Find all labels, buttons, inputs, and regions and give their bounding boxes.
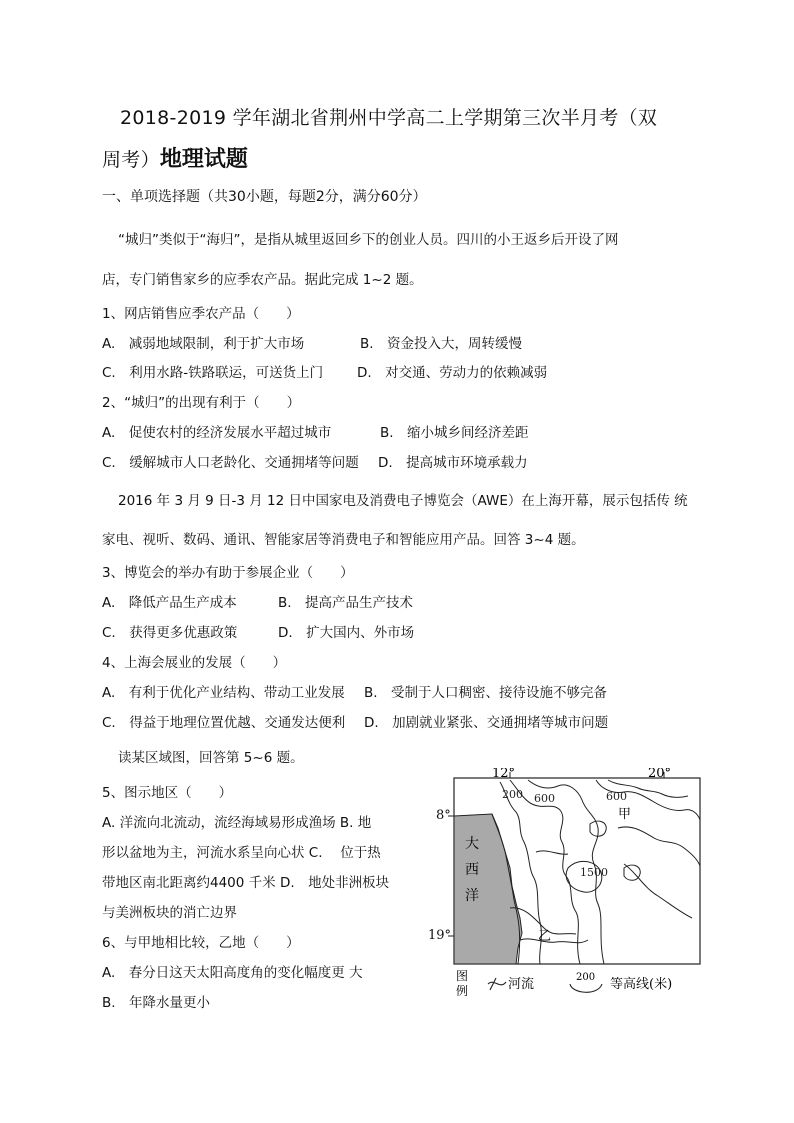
legend-contour-value: 200 (576, 972, 596, 983)
legend-contour-symbol (570, 984, 602, 992)
question-5-text-line4: 与美洲板块的消亡边界 (102, 905, 237, 921)
passage2-line2: 家电、视听、数码、通讯、智能家居等消费电子和智能应用产品。回答 3~4 题。 (102, 532, 585, 548)
question-3-option-b: B. 提高产品生产技术 (278, 595, 414, 611)
question-4-option-a: A. 有利于优化产业结构、带动工业发展 (102, 685, 345, 701)
question-2-option-c: C. 缓解城市人口老龄化、交通拥堵等问题 (102, 455, 359, 471)
question-2-stem: 2、“城归”的出现有利于（ ） (102, 395, 301, 411)
contour-label: 600 (534, 792, 555, 805)
section-heading: 一、单项选择题（共30小题，每题2分，满分60分） (102, 189, 427, 205)
legend-contour-label: 等高线(米) (610, 977, 673, 992)
lon-label-right: 20° (648, 768, 672, 781)
passage1-line1: “城归”类似于“海归”，是指从城里返回乡下的创业人员。四川的小王返乡后开设了网 (118, 232, 619, 248)
title-prefix: 周考） (102, 149, 160, 171)
question-3-option-d: D. 扩大国内、外市场 (278, 625, 415, 641)
lat-label-top: 8° (436, 808, 451, 823)
question-2-option-d: D. 提高城市环境承载力 (378, 455, 528, 471)
question-2-option-a: A. 促使农村的经济发展水平超过城市 (102, 425, 332, 441)
contour-label: 1500 (580, 866, 608, 879)
ocean-label-3: 洋 (465, 888, 479, 904)
legend-river-symbol (488, 978, 506, 990)
question-1-stem: 1、网店销售应季农产品（ ） (102, 306, 300, 322)
lat-label-bottom: 19° (428, 928, 452, 943)
passage1-line2: 店，专门销售家乡的应季农产品。据此完成 1~2 题。 (102, 272, 423, 288)
question-1-option-d: D. 对交通、劳动力的依赖减弱 (357, 365, 548, 381)
legend-title-2: 例 (456, 984, 469, 998)
question-5-stem: 5、图示地区（ ） (102, 785, 233, 801)
question-4-stem: 4、上海会展业的发展（ ） (102, 655, 287, 671)
legend-title-1: 图 (456, 969, 469, 983)
question-6-option-a: A. 春分日这天太阳高度角的变化幅度更 大 (102, 965, 363, 981)
question-3-option-a: A. 降低产品生产成本 (102, 595, 237, 611)
place-jia: 甲 (618, 807, 632, 822)
page-title: 2018-2019 学年湖北省荆州中学高二上学期第三次半月考（双 (120, 107, 658, 129)
question-4-option-b: B. 受制于人口稠密、接待设施不够完备 (364, 685, 608, 701)
question-5-text-line2: 形以盆地为主，河流水系呈向心状 C. 位于热 (102, 845, 381, 861)
question-5-text-line3: 带地区南北距离约4400 千米 D. 地处非洲板块 (102, 875, 390, 891)
question-6-option-b: B. 年降水量更小 (102, 995, 211, 1011)
question-3-option-c: C. 获得更多优惠政策 (102, 625, 238, 641)
question-1-option-b: B. 资金投入大，周转缓慢 (360, 336, 523, 352)
question-3-stem: 3、博览会的举办有助于参展企业（ ） (102, 565, 354, 581)
place-yi: 乙 (538, 929, 552, 944)
legend-river-label: 河流 (508, 977, 535, 992)
question-2-option-b: B. 缩小城乡间经济差距 (380, 425, 529, 441)
question-4-option-d: D. 加剧就业紧张、交通拥堵等城市问题 (364, 715, 609, 731)
region-map (448, 768, 710, 1003)
contour-label: 200 (502, 788, 523, 801)
title-main: 地理试题 (159, 147, 248, 172)
ocean-label-2: 西 (465, 862, 479, 878)
lon-label-left: 12° (492, 768, 516, 781)
page-title-line2 (102, 142, 248, 173)
question-6-stem: 6、与甲地相比较，乙地（ ） (102, 935, 300, 951)
question-5-text-line1: A. 洋流向北流动，流经海域易形成渔场 B. 地 (102, 815, 372, 831)
question-1-option-a: A. 减弱地域限制，利于扩大市场 (102, 336, 305, 352)
ocean-label-1: 大 (465, 836, 479, 852)
question-1-option-c: C. 利用水路-铁路联运，可送货上门 (102, 365, 324, 381)
passage2-line1: 2016 年 3 月 9 日-3 月 12 日中国家电及消费电子博览会（AWE）在上海开幕，展示包括传 统 (118, 493, 688, 509)
question-4-option-c: C. 得益于地理位置优越、交通发达便利 (102, 715, 346, 731)
contour-label: 600 (606, 790, 627, 803)
passage3-line1: 读某区域图，回答第 5~6 题。 (118, 750, 304, 766)
